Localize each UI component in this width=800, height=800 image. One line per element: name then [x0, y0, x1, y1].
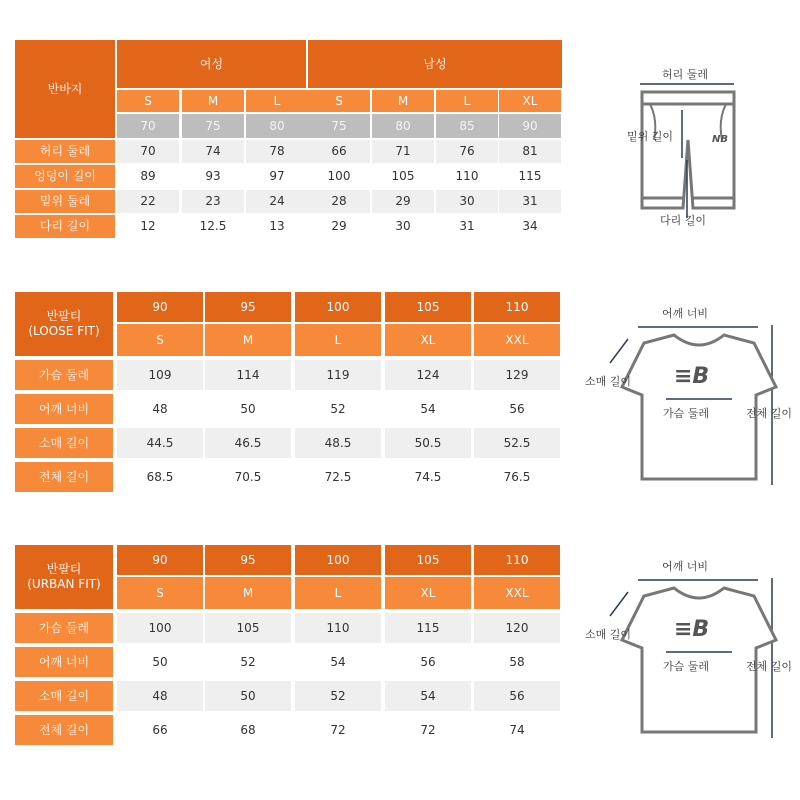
table-cell: 29	[308, 215, 370, 238]
size-header: XXL	[474, 577, 560, 609]
row-label: 어깨 너비	[15, 647, 113, 677]
leg-length-label: 다리 길이	[660, 214, 707, 227]
row-label: 소매 길이	[15, 681, 113, 711]
svg-text:≡B: ≡B	[674, 364, 710, 389]
waist-size-header: 75	[182, 114, 244, 138]
waist-size-header: 80	[372, 114, 434, 138]
table-cell: 56	[474, 681, 560, 711]
size-header: L	[295, 324, 381, 356]
table-cell: 56	[474, 394, 560, 424]
svg-text:NB: NB	[712, 134, 728, 145]
table-cell: 72	[385, 715, 471, 745]
row-label: 가슴 둘레	[15, 613, 113, 643]
waist-size-header: 85	[436, 114, 498, 138]
size-number-header: 90	[117, 545, 203, 575]
table-cell: 81	[499, 140, 561, 163]
table-cell: 97	[246, 165, 308, 188]
table-cell: 34	[499, 215, 561, 238]
table-cell: 28	[308, 190, 370, 213]
size-header: S	[117, 577, 203, 609]
table-cell: 74	[182, 140, 244, 163]
row-label: 소매 길이	[15, 428, 113, 458]
shoulder-width-label: 어깨 너비	[662, 307, 709, 320]
waist-size-header: 80	[246, 114, 308, 138]
table-cell: 50.5	[385, 428, 471, 458]
waist-label: 허리 둘레	[662, 68, 709, 81]
table-cell: 105	[372, 165, 434, 188]
row-label: 다리 길이	[15, 215, 115, 238]
table-cell: 48.5	[295, 428, 381, 458]
table-cell: 71	[372, 140, 434, 163]
size-number-header: 110	[474, 545, 560, 575]
table-cell: 70	[117, 140, 179, 163]
table-cell: 68.5	[117, 462, 203, 492]
table-cell: 105	[205, 613, 291, 643]
table-cell: 12	[117, 215, 179, 238]
table-cell: 24	[246, 190, 308, 213]
table-cell: 50	[205, 394, 291, 424]
table-cell: 54	[295, 647, 381, 677]
table-cell: 93	[182, 165, 244, 188]
sleeve-length-label: 소매 길이	[585, 375, 632, 388]
size-header: S	[308, 90, 370, 112]
sleeve-length-label: 소매 길이	[585, 628, 632, 641]
size-number-header: 95	[205, 292, 291, 322]
waist-size-header: 90	[499, 114, 561, 138]
table-cell: 54	[385, 394, 471, 424]
table-cell: 115	[499, 165, 561, 188]
table-cell: 30	[436, 190, 498, 213]
table-cell: 66	[308, 140, 370, 163]
table-title: 반팔티 (LOOSE FIT)	[15, 292, 113, 356]
table-cell: 13	[246, 215, 308, 238]
size-header: M	[205, 577, 291, 609]
table-cell: 29	[372, 190, 434, 213]
table-cell: 70.5	[205, 462, 291, 492]
table-cell: 76	[436, 140, 498, 163]
table-cell: 48	[117, 681, 203, 711]
size-header: M	[205, 324, 291, 356]
row-label: 밑위 둘레	[15, 190, 115, 213]
size-header: L	[246, 90, 308, 112]
table-cell: 100	[308, 165, 370, 188]
total-length-label: 전체 길이	[746, 407, 793, 420]
table-cell: 52	[295, 681, 381, 711]
total-length-label: 전체 길이	[746, 660, 793, 673]
group-header-men: 남성	[308, 40, 562, 88]
size-number-header: 110	[474, 292, 560, 322]
shoulder-width-label: 어깨 너비	[662, 560, 709, 573]
svg-text:≡B: ≡B	[674, 617, 710, 642]
group-header-women: 여성	[117, 40, 306, 88]
row-label: 허리 둘레	[15, 140, 115, 163]
size-header: L	[436, 90, 498, 112]
table-cell: 68	[205, 715, 291, 745]
waist-size-header: 70	[117, 114, 179, 138]
table-cell: 78	[246, 140, 308, 163]
size-header: XL	[499, 90, 561, 112]
table-cell: 50	[205, 681, 291, 711]
table-cell: 31	[499, 190, 561, 213]
table-cell: 56	[385, 647, 471, 677]
table-cell: 124	[385, 360, 471, 390]
size-header: S	[117, 90, 179, 112]
table-cell: 52	[295, 394, 381, 424]
row-label: 전체 길이	[15, 462, 113, 492]
table-title: 반바지	[15, 40, 115, 138]
table-cell: 66	[117, 715, 203, 745]
table-cell: 76.5	[474, 462, 560, 492]
table-cell: 22	[117, 190, 179, 213]
row-label: 가슴 둘레	[15, 360, 113, 390]
table-cell: 52	[205, 647, 291, 677]
row-label: 어깨 너비	[15, 394, 113, 424]
shorts-diagram	[630, 80, 750, 220]
table-cell: 74.5	[385, 462, 471, 492]
size-header: XL	[385, 577, 471, 609]
table-cell: 89	[117, 165, 179, 188]
size-header: M	[182, 90, 244, 112]
size-number-header: 100	[295, 292, 381, 322]
size-header: XXL	[474, 324, 560, 356]
table-cell: 46.5	[205, 428, 291, 458]
table-cell: 110	[436, 165, 498, 188]
size-number-header: 90	[117, 292, 203, 322]
table-cell: 129	[474, 360, 560, 390]
table-cell: 50	[117, 647, 203, 677]
table-title: 반팔티 (URBAN FIT)	[15, 545, 113, 609]
waist-size-header: 75	[308, 114, 370, 138]
size-number-header: 105	[385, 545, 471, 575]
size-number-header: 95	[205, 545, 291, 575]
table-cell: 119	[295, 360, 381, 390]
table-cell: 72.5	[295, 462, 381, 492]
table-cell: 120	[474, 613, 560, 643]
table-cell: 74	[474, 715, 560, 745]
table-cell: 44.5	[117, 428, 203, 458]
table-cell: 31	[436, 215, 498, 238]
size-number-header: 100	[295, 545, 381, 575]
table-cell: 30	[372, 215, 434, 238]
chest-label: 가슴 둘레	[663, 660, 710, 673]
rise-label: 밑위 길이	[627, 130, 674, 143]
table-cell: 23	[182, 190, 244, 213]
table-cell: 115	[385, 613, 471, 643]
table-cell: 72	[295, 715, 381, 745]
table-cell: 48	[117, 394, 203, 424]
row-label: 전체 길이	[15, 715, 113, 745]
table-cell: 12.5	[182, 215, 244, 238]
size-header: M	[372, 90, 434, 112]
size-header: S	[117, 324, 203, 356]
table-cell: 58	[474, 647, 560, 677]
table-cell: 114	[205, 360, 291, 390]
table-cell: 54	[385, 681, 471, 711]
table-cell: 109	[117, 360, 203, 390]
row-label: 엉덩이 길이	[15, 165, 115, 188]
table-cell: 100	[117, 613, 203, 643]
chest-label: 가슴 둘레	[663, 407, 710, 420]
size-header: L	[295, 577, 381, 609]
size-header: XL	[385, 324, 471, 356]
table-cell: 52.5	[474, 428, 560, 458]
size-number-header: 105	[385, 292, 471, 322]
table-cell: 110	[295, 613, 381, 643]
